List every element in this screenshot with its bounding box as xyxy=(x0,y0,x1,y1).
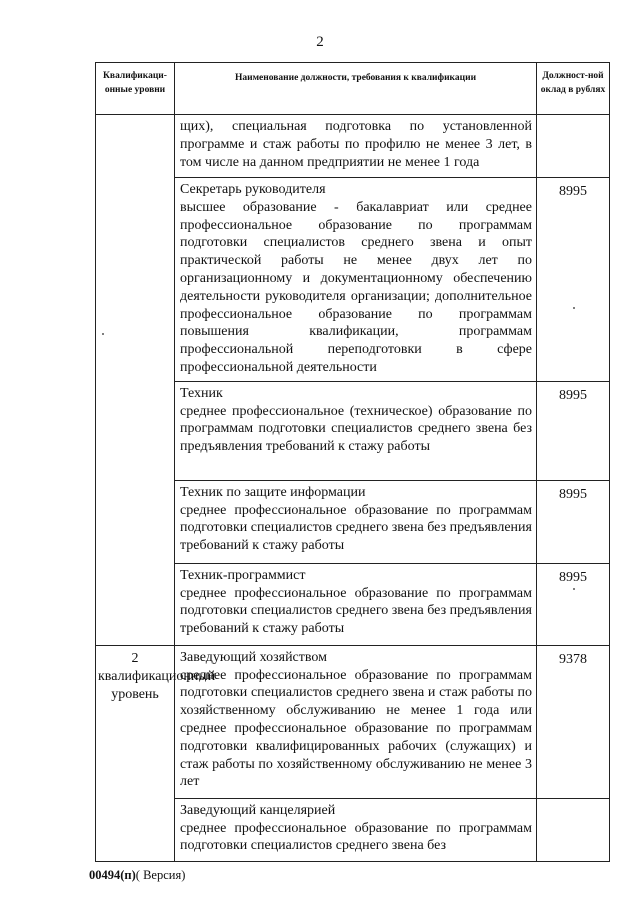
position-title: Техник по защите информации xyxy=(180,484,366,500)
level-cell xyxy=(96,115,175,646)
position-cell xyxy=(175,115,537,178)
position-title: Техник xyxy=(180,385,223,401)
header-position: Наименование должности, требования к квалификации xyxy=(175,63,537,115)
position-requirements: среднее профессиональное образование по программам подготовки специалистов среднего звена без xyxy=(180,820,532,854)
salary-cell: 9378 xyxy=(537,645,610,798)
salary-cell: 8995 xyxy=(537,178,610,382)
salary-cell: 8995 xyxy=(537,381,610,480)
position-title: Заведующий хозяйством xyxy=(180,649,327,665)
page-number: 2 xyxy=(316,34,324,50)
position-requirements: среднее профессиональное образование по программам подготовки специалистов среднего звена без предъявления требований к стажу работы xyxy=(180,502,532,554)
qualification-table xyxy=(95,62,610,862)
footer-version: ( Версия) xyxy=(135,868,186,882)
salary-cell: 8995 xyxy=(537,563,610,645)
position-cell xyxy=(175,178,537,382)
salary-cell xyxy=(537,798,610,861)
position-cell xyxy=(175,563,537,645)
scan-speck xyxy=(573,588,575,590)
document-footer xyxy=(89,868,185,883)
position-requirements: щих), специальная подготовка по установленной программе и стаж работы по профилю не менее 3 лет, в том числе на данном предприятии не менее 1 года xyxy=(180,119,532,170)
header-salary: Должност-ной оклад в рублях xyxy=(537,63,610,115)
table-header-row xyxy=(96,63,610,115)
salary-cell xyxy=(537,115,610,178)
position-requirements: среднее профессиональное образование по программам подготовки специалистов среднего звена без предъявления требований к стажу работы xyxy=(180,585,532,637)
position-requirements: среднее профессиональное образование по программам подготовки специалистов среднего звена и стаж работы по хозяйственному обслуживанию не менее 1 года или среднее профессиональное образование по программам подготовки квалифицированных рабочих (служащих) и стаж работы по хозяйственному обслуживанию не менее 3 лет xyxy=(180,667,532,790)
salary-cell: 8995 xyxy=(537,480,610,563)
position-requirements: высшее образование - бакалавриат или среднее профессиональное образование по программам подготовки специалистов среднего звена и опыт практической работы не менее двух лет по организационному и документационному обеспечению деятельности руководителя организации; дополнительное профессиональное образование по программам повышения квалификации, программам профессиональной переподготовки в сфере профессиональной деятельности xyxy=(180,199,532,375)
position-cell xyxy=(175,480,537,563)
position-cell xyxy=(175,645,537,798)
position-cell xyxy=(175,381,537,480)
table-row xyxy=(96,645,610,798)
position-title: Техник-программист xyxy=(180,567,306,583)
scan-speck xyxy=(573,307,575,309)
position-requirements: среднее профессиональное (техническое) образование по программам подготовки специалистов среднего звена без предъявления требований к стажу работы xyxy=(180,403,532,455)
table-row xyxy=(96,115,610,178)
scan-speck xyxy=(102,333,104,335)
position-title: Секретарь руководителя xyxy=(180,182,326,197)
position-cell xyxy=(175,798,537,861)
footer-code: 00494(п) xyxy=(89,868,136,882)
header-level: Квалификаци-онные уровни xyxy=(96,63,175,115)
position-title: Заведующий канцелярией xyxy=(180,802,336,818)
level-cell: 2 квалификационный уровень xyxy=(96,645,175,861)
